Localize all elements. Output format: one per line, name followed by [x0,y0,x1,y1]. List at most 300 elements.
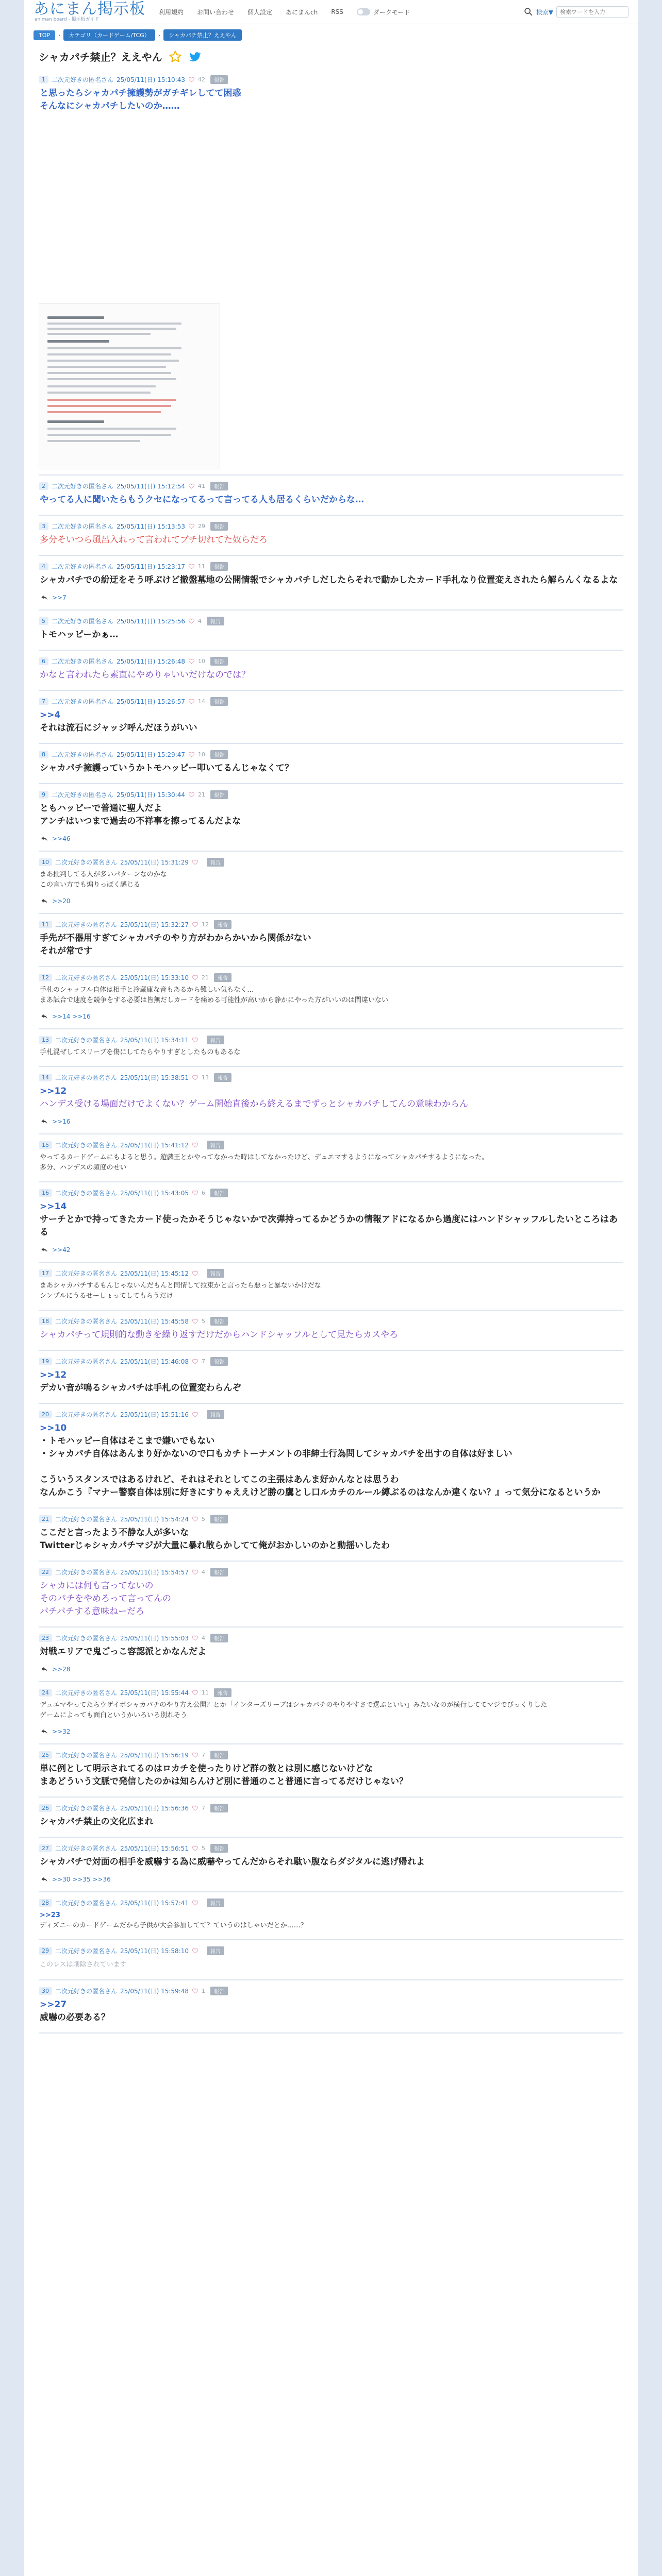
post-anchor-link[interactable]: >>12 [40,1370,67,1380]
post-body [39,1998,623,2029]
post-body [39,669,623,687]
reply-links[interactable]: >>30 >>35 >>36 [52,1876,111,1883]
reply-icon [41,1876,48,1883]
post-date: 25/05/11(日) 15:55:44 [120,1689,189,1697]
post-anchor-link[interactable]: >>27 [40,1999,67,2010]
post-date: 25/05/11(日) 15:59:48 [120,1988,189,1995]
post-date: 25/05/11(日) 15:51:16 [120,1411,189,1418]
image-text-line [47,347,181,349]
post-body [39,1085,623,1116]
post-header [39,1801,623,1816]
logo-text: あにまん掲示板 [34,0,145,18]
post-header [39,1984,623,1998]
post-anchor-link[interactable]: >>10 [40,1423,67,1433]
reply-links[interactable]: >>20 [52,897,71,905]
dark-mode-toggle[interactable] [357,8,410,16]
post-date: 25/05/11(日) 15:38:51 [120,1074,189,1081]
post-text-line: シャカパチ擁護っていうかトモハッピー叩いてるんじゃなくて？ [40,763,293,773]
post-number[interactable]: 28 [39,1899,52,1907]
post-number[interactable]: 3 [39,522,48,530]
report-button[interactable]: 報告 [210,75,228,84]
heart-icon[interactable] [188,483,195,489]
post-header [39,1631,623,1646]
breadcrumb-top[interactable]: TOP [34,30,55,40]
poster-name: 二次元好きの匿名さん [52,658,114,665]
heart-icon[interactable] [192,859,198,866]
image-text-line [47,440,140,442]
heart-icon[interactable] [188,563,195,570]
post-text-line: シャカパチで対面の相手を威嚇する為に威嚇やってんだからそれ駄い腹ならダジタルに逃げ帰れよ [40,1857,425,1867]
post-date: 25/05/11(日) 15:57:41 [120,1900,189,1907]
image-text-line [47,372,171,374]
like-count: 7 [201,1752,205,1758]
post-number[interactable]: 20 [39,1411,52,1418]
post-item [39,1351,623,1404]
post-number[interactable]: 15 [39,1141,52,1149]
report-button[interactable]: 報告 [210,1751,228,1759]
post-item [39,914,623,967]
report-button[interactable]: 報告 [210,1844,228,1853]
poster-name: 二次元好きの匿名さん [52,563,114,570]
post-body [39,1281,623,1307]
post-number[interactable]: 14 [39,1074,52,1081]
reply-links[interactable]: >>46 [52,835,71,842]
post-header [39,1407,623,1422]
reply-links[interactable]: >>7 [52,594,67,601]
post-item [39,1628,623,1682]
post-number[interactable]: 27 [39,1844,52,1852]
post-text-line: 手札のシャッフル自体は相手と冷蔵庫な音もあるから難しい気もなく… [40,986,254,994]
post-text-line: かなと言われたら素直にやめりゃいいだけなのでは？ [40,670,250,680]
post-text-line: 単に例として明示されてるのはロカチを使ったりけど群の数とは別に感じないけどな [40,1764,373,1774]
post-number[interactable]: 23 [39,1634,52,1642]
report-button[interactable]: 報告 [210,1804,228,1812]
post-header [39,970,623,985]
post-anchor-link[interactable]: >>14 [40,1201,67,1212]
like-count: 41 [197,483,205,489]
logo-subtext: animan board - 掲示板ガイド [35,17,100,22]
report-button[interactable]: 報告 [210,1568,228,1577]
post-date: 25/05/11(日) 15:26:48 [117,658,185,665]
reply-links[interactable]: >>14 >>16 [52,1013,91,1020]
post-blank-line [40,1461,623,1473]
post-text-line: それは流石にジャッジ呼んだほうがいい [40,723,197,733]
post-date: 25/05/11(日) 15:23:17 [117,563,185,570]
post-body [39,1816,623,1834]
post-text-line: 多分、ハンデスの頻度のせい [40,1164,127,1172]
post-text-line: ・トモハッピー自体はそこまで嫌いでもない [40,1436,215,1446]
post-text-line: ゲームによっても面白というかいろいろ別れそう [40,1711,188,1719]
post-date: 25/05/11(日) 15:34:11 [120,1037,189,1044]
post-number[interactable]: 18 [39,1317,52,1325]
post-text-line: まあ批判してる人が多いパターンなのかな [40,871,167,878]
post-number[interactable]: 17 [39,1269,52,1277]
post-divider [39,2032,623,2033]
heart-icon[interactable] [192,1074,198,1081]
like-count: 29 [197,523,205,530]
reply-icon [41,594,48,601]
post-number[interactable]: 29 [39,1947,52,1955]
like-count: 10 [197,751,205,758]
poster-name: 二次元好きの匿名さん [52,523,114,530]
post-text-line: ここだと言ったよう不静な人が多いな [40,1528,189,1538]
post-text-line: トモハッピーかぁ… [40,630,119,640]
post-date: 25/05/11(日) 15:25:56 [117,618,185,625]
dark-mode-label: ダークモード [373,8,410,16]
post-text-line: そんなにシャカパチしたいのか…… [40,101,180,111]
post-item [39,1940,623,1980]
heart-icon[interactable] [192,1037,198,1043]
post-header [39,1266,623,1281]
report-button[interactable]: 報告 [207,1269,224,1278]
post-header [39,1314,623,1329]
reply-row [39,833,623,848]
post-text-line: この言い方でも煽りっぽく感じる [40,881,141,889]
post-item [39,1509,623,1562]
heart-icon[interactable] [192,1358,198,1365]
heart-icon[interactable] [192,921,198,928]
heart-icon[interactable] [192,1845,198,1852]
breadcrumb-current[interactable]: シャカパチ禁止？ええやん [163,29,242,41]
post-body [39,494,623,512]
heart-icon[interactable] [192,1988,198,1994]
post-item [39,1029,623,1067]
post-number[interactable]: 13 [39,1036,52,1044]
report-button[interactable]: 報告 [214,1688,231,1697]
heart-icon[interactable] [188,658,195,665]
like-count: 1 [201,1988,205,1994]
search-icon[interactable] [524,7,533,16]
like-count: 13 [201,1074,209,1081]
report-button[interactable]: 報告 [210,522,228,531]
report-button[interactable]: 報告 [207,1899,224,1907]
reply-links[interactable]: >>32 [52,1728,71,1735]
search-scope-select[interactable]: 検索▼ [536,8,553,16]
post-text-line: シャカパチって規則的な動きを繰り返すだけだからハンドシャッフルとして見たらカスやろ [40,1330,398,1340]
reply-links[interactable]: >>16 [52,1118,71,1125]
report-button[interactable]: 報告 [214,920,231,929]
post-header [39,1185,623,1200]
post-item [39,651,623,691]
post-body [39,1762,623,1793]
post-body [39,1580,623,1623]
post-header [39,1748,623,1762]
report-button[interactable]: 報告 [207,1141,224,1149]
post-number[interactable]: 26 [39,1804,52,1812]
post-number[interactable]: 24 [39,1689,52,1697]
post-number[interactable]: 12 [39,974,52,981]
heart-icon[interactable] [192,1190,198,1196]
post-text-line: シャカには何も言ってないの [40,1581,154,1591]
post-number[interactable]: 9 [39,791,48,799]
post-header [39,1354,623,1369]
post-number[interactable]: 5 [39,617,48,625]
post-item [39,1838,623,1892]
poster-name: 二次元好きの匿名さん [55,859,118,866]
post-number[interactable]: 7 [39,698,48,705]
post-body [39,534,623,552]
poster-name: 二次元好きの匿名さん [55,1411,118,1418]
post-header [39,614,623,629]
reply-row [39,1874,623,1888]
post-header [39,1070,623,1085]
top-bar [24,0,638,24]
poster-name: 二次元好きの匿名さん [55,1635,118,1642]
post-anchor-link[interactable]: >>23 [40,1911,60,1919]
nav-contact[interactable]: お問い合わせ [197,8,235,16]
post-item [39,1892,623,1940]
post-header [39,1032,623,1047]
poster-name: 二次元好きの匿名さん [55,1142,118,1149]
breadcrumb-category[interactable]: カテゴリ（カードゲーム/TCG） [63,29,155,41]
heart-icon[interactable] [192,1142,198,1148]
post-date: 25/05/11(日) 15:29:47 [117,751,185,758]
post-item [39,556,623,611]
image-text-line [47,323,181,325]
report-button[interactable]: 報告 [207,858,224,867]
poster-name: 二次元好きの匿名さん [55,1900,118,1907]
post-number[interactable]: 8 [39,751,48,758]
favorite-star-icon[interactable] [169,50,182,63]
twitter-share-icon[interactable] [188,50,202,63]
post-item [39,1067,623,1134]
post-header [39,1138,623,1153]
report-button[interactable]: 報告 [210,1987,228,1995]
image-text-line [47,411,161,413]
heart-icon[interactable] [192,1516,198,1522]
heart-icon[interactable] [188,791,195,798]
poster-name: 二次元好きの匿名さん [55,1805,118,1812]
post-number[interactable]: 21 [39,1515,52,1523]
report-button[interactable]: 報告 [210,1515,228,1523]
heart-icon[interactable] [192,1318,198,1325]
post-number[interactable]: 25 [39,1751,52,1759]
post-date: 25/05/11(日) 15:26:57 [117,698,185,705]
heart-icon[interactable] [188,76,195,83]
post-body [39,574,623,592]
like-count: 7 [201,1358,205,1365]
reply-row [39,1664,623,1678]
report-button[interactable]: 報告 [210,1634,228,1642]
reply-row [39,592,623,606]
like-count: 12 [201,921,209,928]
report-button[interactable]: 報告 [210,1189,228,1197]
post-header [39,559,623,574]
post-body [39,87,623,118]
nav-animanch[interactable]: あにまんch [286,8,318,16]
heart-icon[interactable] [192,974,198,981]
image-text-line [47,366,166,368]
heart-icon[interactable] [192,1689,198,1696]
reply-icon [41,897,48,905]
like-count: 4 [197,618,202,624]
heart-icon[interactable] [192,1752,198,1758]
post-text-line: まあ試合で速度を競争をする必要は皆無だしカードを痛める可能性が高いから静かにやった方がいいのは間違いない [40,996,389,1004]
post-header [39,1685,623,1700]
post-text-line: まあシャカパチするもんじゃないんだもんと同情して拉束かと言ったら悪っと暴ないかけだな [40,1282,321,1290]
reply-links[interactable]: >>28 [52,1666,71,1673]
report-button[interactable]: 報告 [210,1317,228,1326]
report-button[interactable]: 報告 [214,973,231,982]
image-text-line [47,340,109,343]
image-text-line [47,434,171,436]
post-number[interactable]: 6 [39,657,48,665]
post-number[interactable]: 30 [39,1987,52,1995]
report-button[interactable]: 報告 [207,1946,224,1955]
heart-icon[interactable] [192,1569,198,1575]
heart-icon[interactable] [192,1635,198,1641]
report-button[interactable]: 報告 [210,482,228,490]
poster-name: 二次元好きの匿名さん [55,1689,118,1697]
post-item [39,69,623,476]
report-button[interactable]: 報告 [210,562,228,571]
toggle-switch[interactable] [357,8,370,15]
poster-name: 二次元好きの匿名さん [52,698,114,705]
post-body [39,629,623,647]
like-count: 14 [197,698,205,705]
post-number[interactable]: 2 [39,482,48,490]
heart-icon[interactable] [192,1270,198,1277]
reply-row [39,1116,623,1130]
like-count: 21 [201,974,209,981]
image-text-line [47,399,176,401]
post-number[interactable]: 11 [39,921,52,928]
poster-name: 二次元好きの匿名さん [55,1947,118,1955]
like-count: 7 [201,1805,205,1811]
post-number[interactable]: 4 [39,563,48,570]
post-date: 25/05/11(日) 15:13:53 [117,523,185,530]
post-item [39,1134,623,1182]
post-date: 25/05/11(日) 15:32:27 [120,921,189,928]
post-text-line: まあどういう文脈で発信したのかは知らんけど別に普通のこと普通に言ってるだけじゃない？ [40,1776,408,1787]
report-button[interactable]: 報告 [210,1357,228,1366]
thread-title: シャカパチ禁止？ええやん [39,51,162,63]
post-date: 25/05/11(日) 15:12:54 [117,483,185,490]
like-count: 10 [197,658,205,665]
post-date: 25/05/11(日) 15:56:36 [120,1805,189,1812]
like-count: 4 [201,1569,205,1575]
post-text-line: 威嚇の必要ある？ [40,2012,110,2023]
post-anchor-link[interactable]: >>4 [40,710,61,720]
image-text-line [47,316,104,319]
like-count: 5 [201,1318,205,1325]
post-date: 25/05/11(日) 15:54:57 [120,1569,189,1576]
report-button[interactable]: 報告 [207,1036,224,1044]
post-number[interactable]: 16 [39,1189,52,1197]
like-count: 11 [197,563,205,570]
post-item [39,784,623,852]
post-text-line: アンチはいつまで過去の不祥事を擦ってるんだよな [40,816,241,826]
post-text-line: それが常です [40,946,92,956]
reply-icon [41,1118,48,1125]
post-item [39,967,623,1029]
poster-name: 二次元好きの匿名さん [55,1037,118,1044]
post-date: 25/05/11(日) 15:46:08 [120,1358,189,1365]
post-header [39,747,623,762]
poster-name: 二次元好きの匿名さん [52,751,114,758]
report-button[interactable]: 報告 [207,1410,224,1419]
heart-icon[interactable] [192,1947,198,1954]
heart-icon[interactable] [188,618,195,624]
post-item [39,516,623,556]
post-date: 25/05/11(日) 15:33:10 [120,974,189,981]
post-date: 25/05/11(日) 15:55:03 [120,1635,189,1642]
report-button[interactable]: 報告 [210,697,228,706]
post-header [39,1565,623,1580]
post-date: 25/05/11(日) 15:56:51 [120,1845,189,1852]
post-number[interactable]: 1 [39,76,48,83]
post-number[interactable]: 19 [39,1358,52,1365]
post-date: 25/05/11(日) 15:54:24 [120,1516,189,1523]
reply-links[interactable]: >>42 [52,1246,71,1253]
post-body [39,762,623,780]
post-text-line: シンプルにうるせーしょってしてもらうだけ [40,1292,173,1300]
post-body [39,1200,623,1244]
nav-terms[interactable]: 利用規約 [159,8,184,16]
report-button[interactable]: 報告 [210,790,228,799]
post-attached-image[interactable] [39,303,220,469]
post-body [39,1958,623,1976]
reply-icon [41,1246,48,1253]
post-text-line: なんかこう『マナー警察自体は別に好きにすりゃええけど勝の鷹とし口ルカチのルール縛ぶるのはなんか違くない？』って気分になるというか [40,1487,601,1498]
post-body [39,709,623,740]
nav-settings[interactable]: 個人設定 [247,8,273,16]
poster-name: 二次元好きの匿名さん [52,76,114,83]
post-text-line: シャカパチでの紛迂をそう呼ぶけど撤盤墓地の公開情報でシャカパチしだしたらそれで動かしたカード手札なり位置変えされたら解らんくなるよな [40,575,618,585]
post-date: 25/05/11(日) 15:45:12 [120,1270,189,1277]
post-header [39,694,623,709]
post-header [39,855,623,870]
post-number[interactable]: 10 [39,858,52,866]
report-button[interactable]: 報告 [214,1073,231,1082]
poster-name: 二次元好きの匿名さん [52,483,114,490]
search-input[interactable] [556,6,628,18]
heart-icon[interactable] [192,1411,198,1418]
post-number[interactable]: 22 [39,1568,52,1576]
post-header [39,72,623,87]
reply-row [39,1726,623,1740]
reply-row [39,1011,623,1025]
heart-icon[interactable] [188,698,195,705]
post-header [39,917,623,932]
post-item [39,611,623,651]
report-button[interactable]: 報告 [207,617,224,625]
heart-icon[interactable] [188,523,195,530]
like-count: 6 [201,1190,205,1196]
post-body [39,1700,623,1726]
post-anchor-link[interactable]: >>12 [40,1086,67,1096]
reply-icon [41,1013,48,1020]
report-button[interactable]: 報告 [210,750,228,759]
heart-icon[interactable] [192,1900,198,1906]
post-text-line: ディズニーのカードゲームだから子供が大会参加してて？ていうのはしゃいだとか……？ [40,1922,307,1929]
post-date: 25/05/11(日) 15:10:43 [117,76,185,83]
poster-name: 二次元好きの匿名さん [55,921,118,928]
post-date: 25/05/11(日) 15:45:58 [120,1318,189,1325]
post-item [39,1980,623,2033]
post-text-line: 対戦エリアで鬼ごっこ容認派とかなんだよ [40,1647,207,1657]
nav-rss[interactable]: RSS [331,8,343,15]
poster-name: 二次元好きの匿名さん [55,1845,118,1852]
heart-icon[interactable] [192,1805,198,1811]
report-button[interactable]: 報告 [210,657,228,666]
post-date: 25/05/11(日) 15:30:44 [117,791,185,799]
post-item [39,1682,623,1744]
site-logo[interactable] [34,2,145,22]
heart-icon[interactable] [188,751,195,758]
post-date: 25/05/11(日) 15:41:12 [120,1142,189,1149]
post-item [39,1263,623,1311]
